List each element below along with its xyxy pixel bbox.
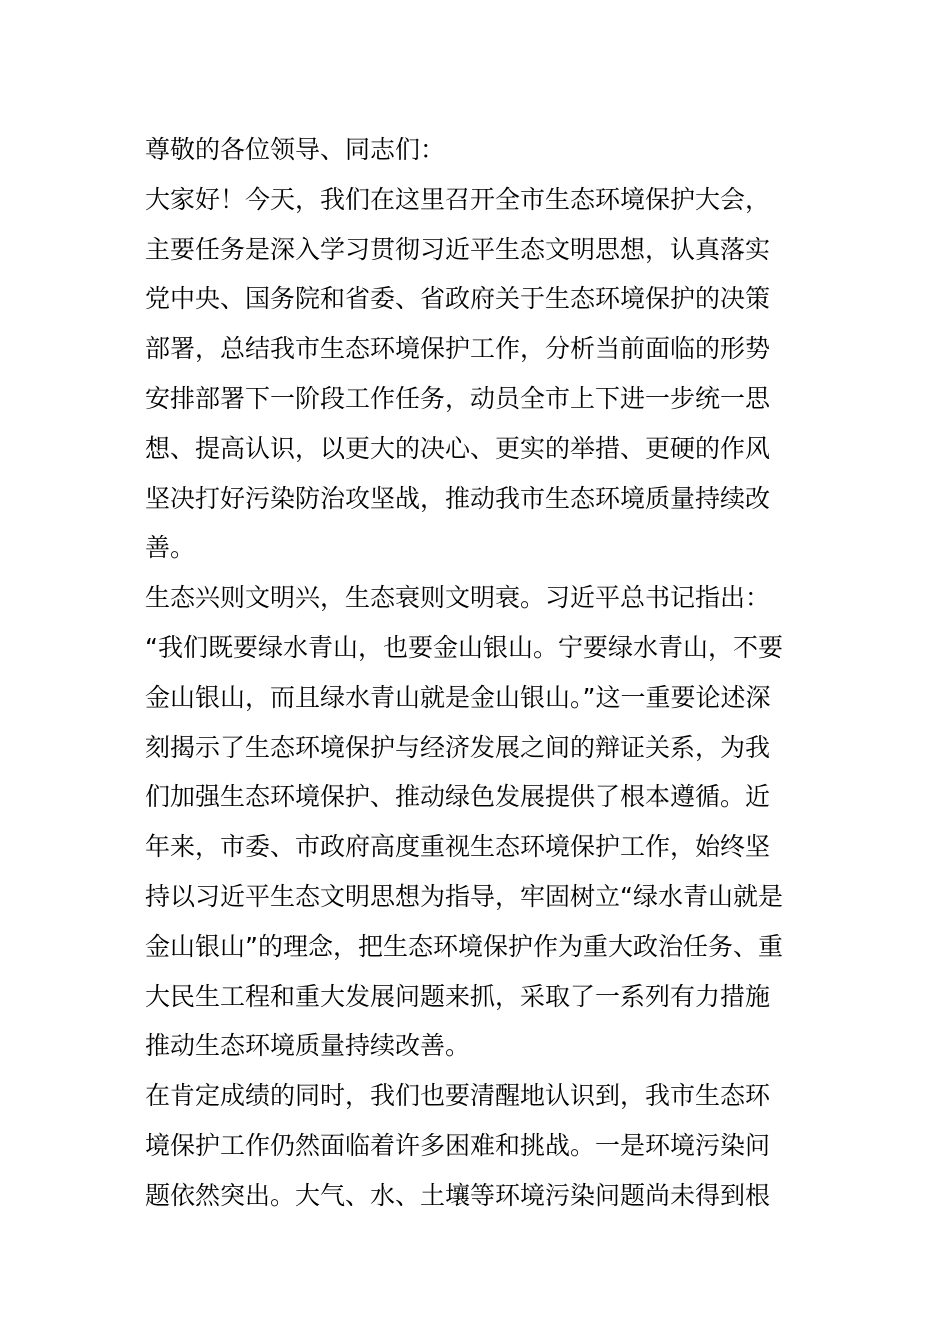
text-line: 年来，市委、市政府高度重视生态环境保护工作，始终坚	[145, 832, 771, 862]
paragraph-opening	[145, 175, 810, 573]
text-line: 坚决打好污染防治攻坚战，推动我市生态环境质量持续改	[145, 483, 771, 513]
text-line: 们加强生态环境保护、推动绿色发展提供了根本遵循。近	[145, 782, 771, 812]
text-line: 推动生态环境质量持续改善。	[145, 1031, 471, 1061]
text-line: 安排部署下一阶段工作任务，动员全市上下进一步统一思	[145, 383, 771, 413]
text-line: 大民生工程和重大发展问题来抓，采取了一系列有力措施	[145, 981, 771, 1011]
paragraph-challenges	[145, 1071, 810, 1220]
paragraph-ecology	[145, 573, 810, 1071]
text-line: 题依然突出。大气、水、土壤等环境污染问题尚未得到根	[145, 1180, 771, 1210]
text-line: “我们既要绿水青山，也要金山银山。宁要绿水青山，不要	[145, 632, 783, 662]
text-line: 党中央、国务院和省委、省政府关于生态环境保护的决策	[145, 284, 771, 314]
text-line: 善。	[145, 533, 196, 563]
text-line: 金山银山，而且绿水青山就是金山银山。”这一重要论述深	[145, 682, 771, 712]
text-line: 金山银山”的理念，把生态环境保护作为重大政治任务、重	[145, 931, 783, 961]
text-line: 刻揭示了生态环境保护与经济发展之间的辩证关系，为我	[145, 732, 771, 762]
text-line: 境保护工作仍然面临着许多困难和挑战。一是环境污染问	[145, 1130, 771, 1160]
greeting-line: 尊敬的各位领导、同志们：	[145, 135, 446, 164]
text-line: 部署，总结我市生态环境保护工作，分析当前面临的形势	[145, 334, 771, 364]
text-line: 在肯定成绩的同时，我们也要清醒地认识到，我市生态环	[145, 1081, 771, 1111]
text-line: 主要任务是深入学习贯彻习近平生态文明思想，认真落实	[145, 234, 771, 264]
document-body	[145, 125, 810, 1221]
text-line: 持以习近平生态文明思想为指导，牢固树立“绿水青山就是	[145, 881, 783, 911]
text-line: 生态兴则文明兴，生态衰则文明衰。习近平总书记指出：	[145, 583, 771, 613]
text-line: 大家好！今天，我们在这里召开全市生态环境保护大会，	[145, 184, 771, 214]
text-line: 想、提高认识，以更大的决心、更实的举措、更硬的作风	[145, 433, 771, 463]
